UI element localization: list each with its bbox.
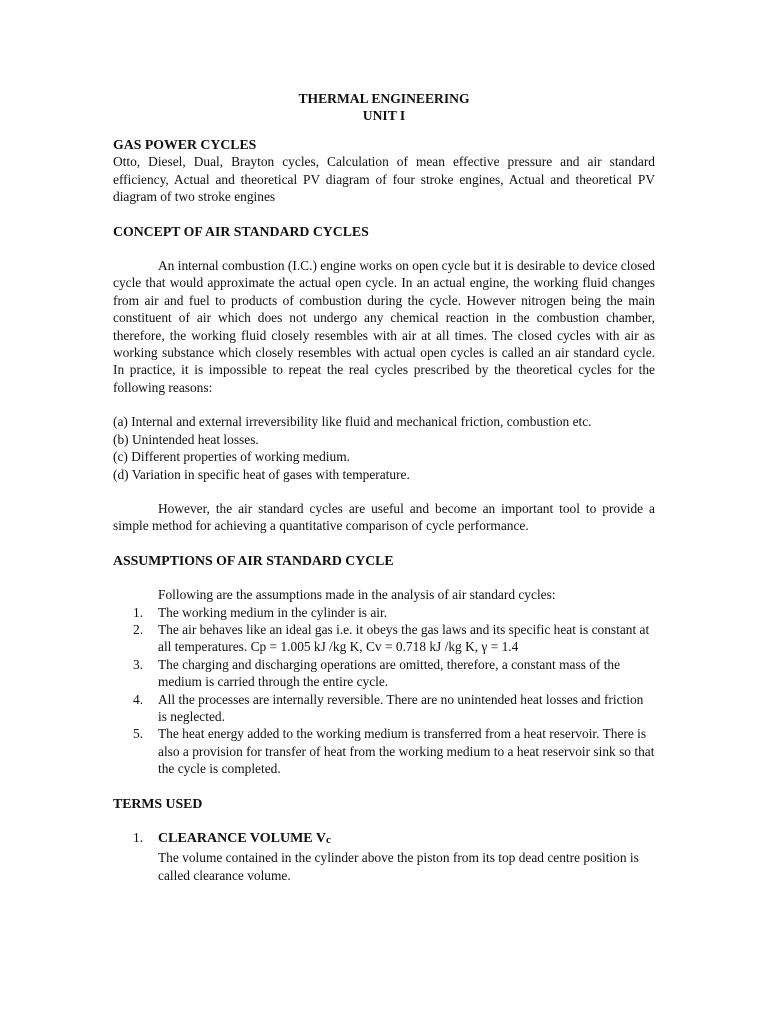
assumption-item (113, 725, 655, 777)
assumption-text: The working medium in the cylinder is air. (158, 604, 388, 620)
closing-paragraph: However, the air standard cycles are useful and become an important tool to provide a simple method for achieving a quantitative comparison of cycle performance. (113, 500, 655, 534)
assumption-text: The heat energy added to the working medium is transferred from a heat reservoir. There is also a provision for transfer of heat from the working medium to a heat reservoir sink so that the cycle is completed. (158, 726, 655, 777)
term-definition: The volume contained in the cylinder above the piston from its top dead centre position is called clearance volume. (158, 850, 639, 883)
assumption-number: 2. (133, 621, 144, 637)
reasons-list (113, 413, 655, 483)
syllabus-text: Otto, Diesel, Dual, Brayton cycles, Calculation of mean effective pressure and air standard efficiency, Actual and theoretical PV diagram of four stroke engines, Actual and theoretical PV diagram of two stroke engines (113, 154, 655, 205)
assumption-text: The air behaves like an ideal gas i.e. it obeys the gas laws and its specific heat is constant at all temperatures. Cp = 1.005 kJ /kg K, Cv = 0.718 kJ /kg K, γ = 1.4 (158, 621, 650, 655)
unit-label: UNIT I (362, 108, 406, 123)
assumption-text: All the processes are internally reversible. There are no unintended heat losses and friction is neglected. (158, 691, 644, 724)
concept-paragraph: An internal combustion (I.C.) engine works on open cycle but it is desirable to device closed cycle that would approximate the actual open cycle. In an actual engine, the working fluid changes from air and fuel to products of combustion during the cycle. However nitrogen being the main constituent of air which does not undergo any chemical reaction in the combustion chamber, therefore, the working fluid closely resembles with air at all times. The closed cycles with air as working substance which closely resembles with actual open cycles is called an air standard cycle. In practice, it is impossible to repeat the real cycles prescribed by the theoretical cycles for the following reasons: (113, 258, 655, 395)
assumption-number: 3. (133, 656, 144, 672)
gas-power-cycles-heading: GAS POWER CYCLES (113, 137, 257, 152)
terms-heading: TERMS USED (113, 795, 203, 811)
assumption-item (113, 656, 655, 691)
assumption-text: The charging and discharging operations are omitted, therefore, a constant mass of the medium is carried through the entire cycle. (158, 656, 621, 690)
term-title-subscript: c (326, 834, 331, 846)
assumption-number: 1. (133, 604, 144, 620)
terms-list (113, 829, 655, 884)
document-title: THERMAL ENGINEERING (298, 91, 470, 106)
term-title: CLEARANCE VOLUME V (158, 831, 326, 846)
document-page (113, 90, 655, 884)
assumption-number: 5. (133, 726, 144, 742)
reason-item: (c) Different properties of working medium. (113, 449, 350, 465)
assumptions-heading: ASSUMPTIONS OF AIR STANDARD CYCLE (113, 552, 394, 568)
assumptions-list (113, 604, 655, 778)
reason-item: (b) Unintended heat losses. (113, 431, 259, 447)
assumption-item (113, 691, 655, 726)
concept-heading: CONCEPT OF AIR STANDARD CYCLES (113, 223, 369, 239)
assumption-item (113, 604, 655, 621)
reason-item: (a) Internal and external irreversibility like fluid and mechanical friction, combustion etc. (113, 414, 592, 430)
assumptions-intro: Following are the assumptions made in the analysis of air standard cycles: (158, 587, 556, 603)
reason-item: (d) Variation in specific heat of gases with temperature. (113, 466, 410, 482)
term-number: 1. (133, 830, 144, 845)
term-item (113, 829, 655, 884)
assumption-number: 4. (133, 691, 144, 707)
assumption-item (113, 621, 655, 656)
